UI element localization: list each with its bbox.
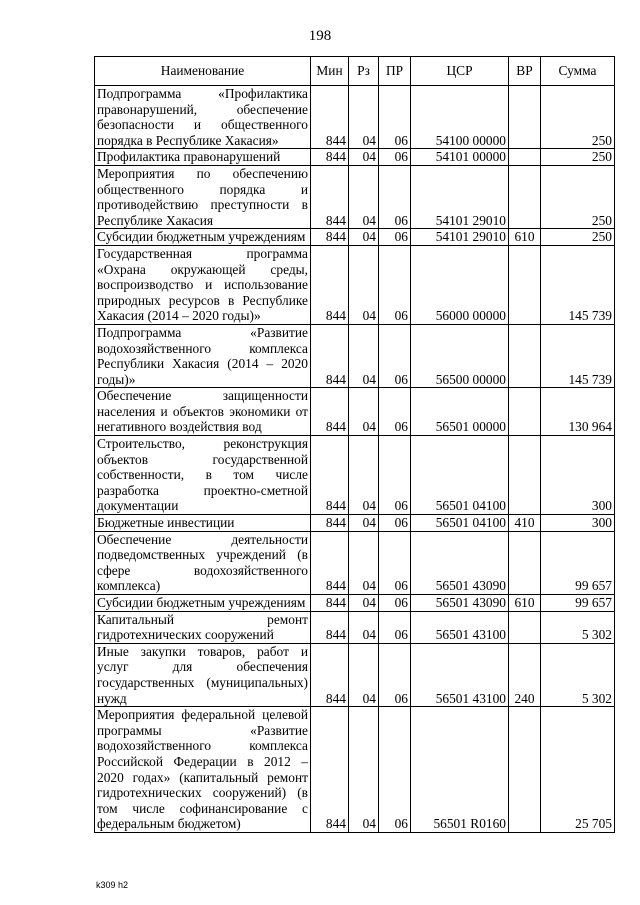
cell-name: Субсидии бюджетным учреждениям	[95, 595, 311, 612]
cell-pr: 06	[379, 611, 411, 643]
cell-pr: 06	[379, 149, 411, 166]
table-row	[95, 643, 615, 706]
header-min: Мин	[311, 57, 349, 86]
cell-csr: 56501 R0160	[411, 707, 509, 833]
cell-rz: 04	[349, 595, 379, 612]
table-row	[95, 165, 615, 228]
table-row	[95, 229, 615, 246]
table-row	[95, 324, 615, 387]
cell-pr: 06	[379, 643, 411, 706]
table-header-row	[95, 57, 615, 86]
cell-csr: 56500 00000	[411, 324, 509, 387]
cell-csr: 56501 43090	[411, 531, 509, 594]
cell-sum: 25 705	[541, 707, 615, 833]
cell-pr: 06	[379, 436, 411, 515]
header-vr: ВР	[509, 57, 541, 86]
cell-rz: 04	[349, 245, 379, 324]
cell-vr: 610	[509, 229, 541, 246]
cell-min: 844	[311, 531, 349, 594]
table-row	[95, 515, 615, 532]
cell-csr: 54101 29010	[411, 229, 509, 246]
cell-sum: 99 657	[541, 595, 615, 612]
cell-rz: 04	[349, 643, 379, 706]
cell-csr: 56501 04100	[411, 436, 509, 515]
cell-min: 844	[311, 595, 349, 612]
cell-name: Субсидии бюджетным учреждениям	[95, 229, 311, 246]
cell-sum: 145 739	[541, 324, 615, 387]
cell-pr: 06	[379, 324, 411, 387]
table-row	[95, 436, 615, 515]
table-body	[95, 86, 615, 833]
cell-sum: 130 964	[541, 388, 615, 436]
cell-min: 844	[311, 707, 349, 833]
cell-rz: 04	[349, 324, 379, 387]
cell-rz: 04	[349, 229, 379, 246]
cell-name: Бюджетные инвестиции	[95, 515, 311, 532]
table-row	[95, 388, 615, 436]
cell-sum: 250	[541, 229, 615, 246]
header-csr: ЦСР	[411, 57, 509, 86]
cell-name: Профилактика правонарушений	[95, 149, 311, 166]
cell-csr: 56501 04100	[411, 515, 509, 532]
cell-rz: 04	[349, 611, 379, 643]
cell-vr	[509, 324, 541, 387]
cell-vr	[509, 436, 541, 515]
cell-vr: 410	[509, 515, 541, 532]
cell-vr	[509, 165, 541, 228]
cell-sum: 99 657	[541, 531, 615, 594]
cell-csr: 56501 00000	[411, 388, 509, 436]
header-pr: ПР	[379, 57, 411, 86]
cell-csr: 56501 43100	[411, 611, 509, 643]
cell-name: Мероприятия по обеспечению общественного порядка и противодействию преступности в Республике Хакасия	[95, 165, 311, 228]
header-sum: Сумма	[541, 57, 615, 86]
cell-pr: 06	[379, 86, 411, 149]
cell-csr: 56501 43090	[411, 595, 509, 612]
table-row	[95, 86, 615, 149]
cell-csr: 54101 29010	[411, 165, 509, 228]
cell-sum: 5 302	[541, 643, 615, 706]
cell-min: 844	[311, 245, 349, 324]
cell-vr	[509, 611, 541, 643]
cell-vr	[509, 531, 541, 594]
cell-rz: 04	[349, 531, 379, 594]
cell-pr: 06	[379, 595, 411, 612]
cell-sum: 5 302	[541, 611, 615, 643]
cell-csr: 54100 00000	[411, 86, 509, 149]
cell-vr: 610	[509, 595, 541, 612]
header-rz: Рз	[349, 57, 379, 86]
cell-pr: 06	[379, 229, 411, 246]
cell-pr: 06	[379, 707, 411, 833]
cell-rz: 04	[349, 388, 379, 436]
cell-csr: 54101 00000	[411, 149, 509, 166]
cell-rz: 04	[349, 707, 379, 833]
cell-min: 844	[311, 229, 349, 246]
cell-vr: 240	[509, 643, 541, 706]
cell-rz: 04	[349, 149, 379, 166]
cell-name: Обеспечение деятельности подведомственных учреждений (в сфере водохозяйственного комплекса)	[95, 531, 311, 594]
footer-code: k309 h2	[96, 880, 129, 890]
cell-vr	[509, 149, 541, 166]
cell-pr: 06	[379, 245, 411, 324]
cell-min: 844	[311, 515, 349, 532]
budget-table	[94, 56, 615, 833]
cell-min: 844	[311, 324, 349, 387]
cell-min: 844	[311, 388, 349, 436]
cell-name: Подпрограмма «Профилактика правонарушений, обеспечение безопасности и общественного порядка в Республике Хакасия»	[95, 86, 311, 149]
header-name: Наименование	[95, 57, 311, 86]
cell-name: Капитальный ремонт гидротехнических сооружений	[95, 611, 311, 643]
cell-sum: 250	[541, 86, 615, 149]
cell-vr	[509, 86, 541, 149]
page-number: 198	[308, 28, 332, 44]
cell-sum: 145 739	[541, 245, 615, 324]
cell-min: 844	[311, 611, 349, 643]
table-row	[95, 611, 615, 643]
cell-min: 844	[311, 436, 349, 515]
cell-min: 844	[311, 86, 349, 149]
table-row	[95, 595, 615, 612]
cell-pr: 06	[379, 388, 411, 436]
cell-pr: 06	[379, 515, 411, 532]
cell-sum: 300	[541, 436, 615, 515]
cell-name: Обеспечение защищенности населения и объектов экономики от негативного воздействия вод	[95, 388, 311, 436]
table-row	[95, 245, 615, 324]
cell-pr: 06	[379, 531, 411, 594]
cell-sum: 300	[541, 515, 615, 532]
cell-sum: 250	[541, 165, 615, 228]
cell-vr	[509, 388, 541, 436]
cell-vr	[509, 245, 541, 324]
cell-name: Мероприятия федеральной целевой программы «Развитие водохозяйственного комплекса Российской Федерации в 2012 – 2020 годах» (капитальный ремонт гидротехнических сооружений) (в том числе софинансирование с федеральным бюджетом)	[95, 707, 311, 833]
table-row	[95, 149, 615, 166]
cell-rz: 04	[349, 165, 379, 228]
cell-min: 844	[311, 643, 349, 706]
cell-pr: 06	[379, 165, 411, 228]
cell-min: 844	[311, 149, 349, 166]
cell-rz: 04	[349, 86, 379, 149]
table-row	[95, 531, 615, 594]
cell-rz: 04	[349, 515, 379, 532]
cell-csr: 56000 00000	[411, 245, 509, 324]
cell-name: Государственная программа «Охрана окружающей среды, воспроизводство и использование природных ресурсов в Республике Хакасия (2014 – 2020 годы)»	[95, 245, 311, 324]
cell-vr	[509, 707, 541, 833]
cell-sum: 250	[541, 149, 615, 166]
cell-name: Строительство, реконструкция объектов государственной собственности, в том числе разработка проектно-сметной документации	[95, 436, 311, 515]
cell-rz: 04	[349, 436, 379, 515]
cell-min: 844	[311, 165, 349, 228]
cell-name: Иные закупки товаров, работ и услуг для обеспечения государственных (муниципальных) нужд	[95, 643, 311, 706]
cell-csr: 56501 43100	[411, 643, 509, 706]
table-row	[95, 707, 615, 833]
cell-name: Подпрограмма «Развитие водохозяйственного комплекса Республики Хакасия (2014 – 2020 годы)»	[95, 324, 311, 387]
